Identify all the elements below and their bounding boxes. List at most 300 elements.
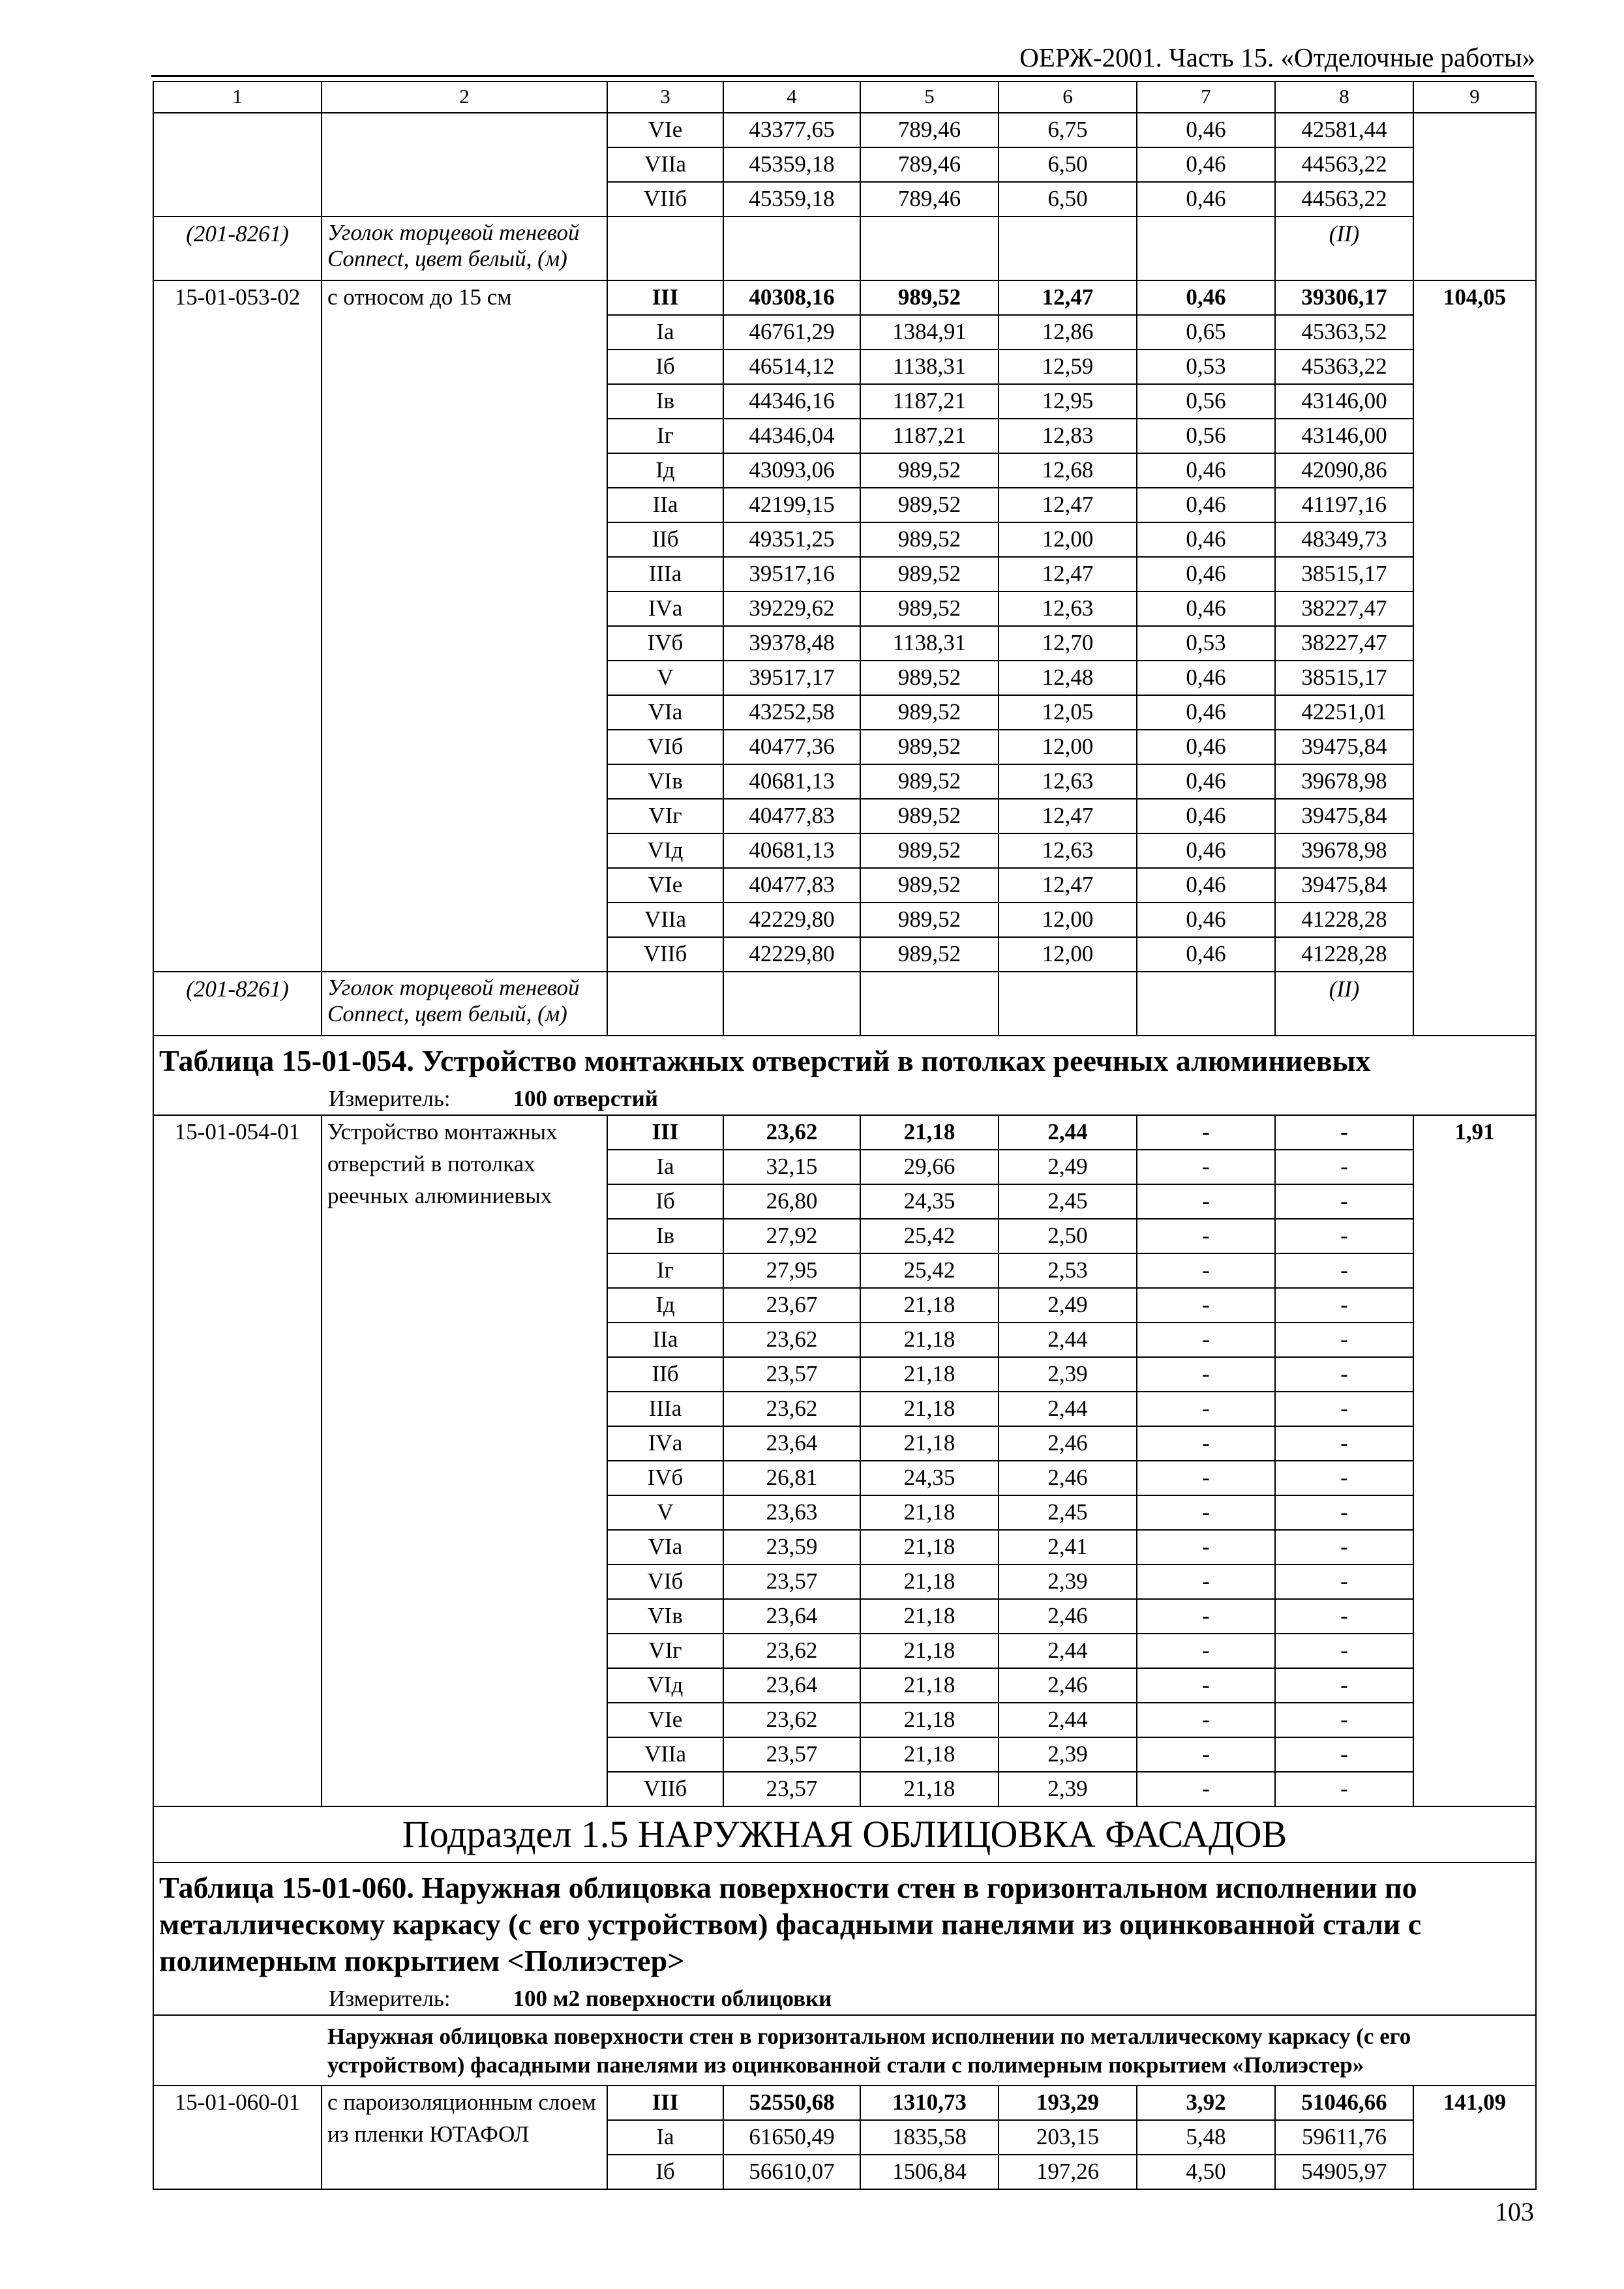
rate-value: 26,81 <box>723 1461 860 1495</box>
material-description: Уголок торцевой теневой Connect, цвет белый, (м) <box>322 972 607 1036</box>
labor-cost: 1,91 <box>1413 1115 1536 1806</box>
price-zone: III <box>607 280 723 315</box>
rate-value: 789,46 <box>860 113 999 147</box>
rate-value: 12,63 <box>999 591 1137 626</box>
group-heading-row <box>153 2015 1536 2086</box>
measure-row <box>153 1083 1536 1115</box>
rate-value: 2,41 <box>999 1530 1137 1564</box>
price-zone: VIе <box>607 1703 723 1737</box>
material-reference-row <box>153 217 1536 280</box>
rate-value: 23,64 <box>723 1599 860 1634</box>
rate-value: - <box>1137 1703 1275 1737</box>
price-zone: Iв <box>607 384 723 419</box>
rate-value: 0,56 <box>1137 419 1275 453</box>
price-zone: VIд <box>607 1668 723 1703</box>
labor-cost <box>1413 113 1536 280</box>
material-code: (201-8261) <box>153 972 322 1036</box>
price-zone: IIа <box>607 488 723 522</box>
rate-value: 39475,84 <box>1275 799 1413 833</box>
rate-value: 989,52 <box>860 903 999 937</box>
price-zone: Iа <box>607 1150 723 1184</box>
rate-value: 23,62 <box>723 1392 860 1426</box>
rate-value: 2,45 <box>999 1184 1137 1219</box>
rate-description: с пароизоляционным слоем из пленки ЮТАФОЛ <box>322 2086 607 2189</box>
rate-value: 49351,25 <box>723 522 860 557</box>
rate-value: 23,62 <box>723 1703 860 1737</box>
rate-value: 21,18 <box>860 1495 999 1530</box>
rate-value: - <box>1275 1115 1413 1150</box>
rate-value: - <box>1137 1392 1275 1426</box>
rate-value: 40681,13 <box>723 764 860 799</box>
page-number: 103 <box>1495 2197 1534 2226</box>
rate-value: 21,18 <box>860 1392 999 1426</box>
rate-value: 2,49 <box>999 1288 1137 1323</box>
rate-value: - <box>1137 1772 1275 1806</box>
rate-value: 1384,91 <box>860 315 999 350</box>
price-zone: V <box>607 1495 723 1530</box>
rate-description: с относом до 15 см <box>322 280 607 972</box>
price-zone: VIIа <box>607 903 723 937</box>
rate-value: 26,80 <box>723 1184 860 1219</box>
rate-value: 23,62 <box>723 1115 860 1150</box>
rate-value: 12,00 <box>999 937 1137 972</box>
rate-value: 0,46 <box>1137 488 1275 522</box>
labor-cost: 141,09 <box>1413 2086 1536 2189</box>
rate-value: 40477,83 <box>723 799 860 833</box>
price-zone: VIа <box>607 695 723 730</box>
rate-value: 989,52 <box>860 764 999 799</box>
rate-value: 21,18 <box>860 1668 999 1703</box>
price-zone: IVб <box>607 1461 723 1495</box>
rate-value: - <box>1275 1599 1413 1634</box>
price-zone: VIб <box>607 1564 723 1599</box>
rate-value: 1187,21 <box>860 384 999 419</box>
rate-value: 989,52 <box>860 730 999 764</box>
rate-value: 44346,16 <box>723 384 860 419</box>
column-number: 2 <box>322 82 607 113</box>
rate-code <box>153 113 322 217</box>
rate-value: - <box>1275 1495 1413 1530</box>
rate-value: 989,52 <box>860 695 999 730</box>
rate-value: - <box>1137 1150 1275 1184</box>
rate-value: 2,44 <box>999 1323 1137 1357</box>
rate-code: 15-01-060-01 <box>153 2086 322 2189</box>
column-number: 6 <box>999 82 1137 113</box>
rate-value: 0,46 <box>1137 557 1275 591</box>
rate-value: 44563,22 <box>1275 182 1413 217</box>
price-zone: IVб <box>607 626 723 661</box>
column-number: 5 <box>860 82 999 113</box>
rate-value: - <box>1275 1219 1413 1253</box>
rate-value: 42199,15 <box>723 488 860 522</box>
rate-value: - <box>1137 1737 1275 1772</box>
group-heading: Наружная облицовка поверхности стен в горизонтальном исполнении по металлическому каркасу (с его устройством) фасадными панелями из оцинкованной стали с полимерным покрытием «Полиэстер» <box>327 2024 1411 2078</box>
price-zone: IIб <box>607 1357 723 1392</box>
price-zone: VIг <box>607 1634 723 1668</box>
price-zone: IVа <box>607 1426 723 1461</box>
rate-value: 21,18 <box>860 1703 999 1737</box>
header-rule <box>151 75 1534 77</box>
rate-value: 39378,48 <box>723 626 860 661</box>
rate-value: - <box>1137 1461 1275 1495</box>
rate-value: 23,59 <box>723 1530 860 1564</box>
rate-value: 3,92 <box>1137 2086 1275 2120</box>
price-zone: Iб <box>607 1184 723 1219</box>
table-title-text: Таблица 15-01-054. Устройство монтажных отверстий в потолках реечных алюминиевых <box>153 1036 1536 1083</box>
rate-value: 39678,98 <box>1275 764 1413 799</box>
rate-value: - <box>1137 1426 1275 1461</box>
price-zone: Iв <box>607 1219 723 1253</box>
rate-value: 12,83 <box>999 419 1137 453</box>
rate-value: 23,57 <box>723 1357 860 1392</box>
rate-value: 43377,65 <box>723 113 860 147</box>
column-number: 4 <box>723 82 860 113</box>
rate-value: 989,52 <box>860 280 999 315</box>
rate-value: 21,18 <box>860 1115 999 1150</box>
empty-cell <box>1137 217 1275 280</box>
price-zone: V <box>607 661 723 695</box>
measure-cell <box>153 1083 1536 1115</box>
rate-value: 39229,62 <box>723 591 860 626</box>
price-zone: III <box>607 1115 723 1150</box>
material-class: (II) <box>1275 972 1413 1036</box>
rate-value: 42251,01 <box>1275 695 1413 730</box>
price-zone: IIа <box>607 1323 723 1357</box>
rate-value: 43093,06 <box>723 453 860 488</box>
rate-value: 44563,22 <box>1275 147 1413 182</box>
rate-value: 38227,47 <box>1275 626 1413 661</box>
rate-value: 12,48 <box>999 661 1137 695</box>
labor-cost: 104,05 <box>1413 280 1536 1036</box>
rate-value: 21,18 <box>860 1772 999 1806</box>
price-zone: Iб <box>607 350 723 384</box>
rate-value: 12,00 <box>999 522 1137 557</box>
rate-value: 21,18 <box>860 1599 999 1634</box>
rate-value: 989,52 <box>860 522 999 557</box>
rate-value: 52550,68 <box>723 2086 860 2120</box>
rate-value: 989,52 <box>860 833 999 868</box>
rate-value: 2,39 <box>999 1564 1137 1599</box>
rate-value: 23,57 <box>723 1772 860 1806</box>
rate-value: 12,59 <box>999 350 1137 384</box>
rate-value: 203,15 <box>999 2120 1137 2155</box>
rate-value: 2,39 <box>999 1737 1137 1772</box>
rate-value: 23,63 <box>723 1495 860 1530</box>
rate-value: 2,39 <box>999 1772 1137 1806</box>
column-number: 8 <box>1275 82 1413 113</box>
price-zone: VIIб <box>607 182 723 217</box>
rate-value: 21,18 <box>860 1634 999 1668</box>
price-zone: IIб <box>607 522 723 557</box>
rate-value: 61650,49 <box>723 2120 860 2155</box>
rate-code: 15-01-053-02 <box>153 280 322 972</box>
rate-value: 193,29 <box>999 2086 1137 2120</box>
rate-value: 48349,73 <box>1275 522 1413 557</box>
subsection-title <box>153 1806 1536 1863</box>
rate-value: 51046,66 <box>1275 2086 1413 2120</box>
rate-value: - <box>1137 1530 1275 1564</box>
rate-value: 2,53 <box>999 1253 1137 1288</box>
rate-value: 21,18 <box>860 1564 999 1599</box>
rate-value: 5,48 <box>1137 2120 1275 2155</box>
price-zone: Iб <box>607 2155 723 2189</box>
rate-value: - <box>1137 1357 1275 1392</box>
rate-value: 21,18 <box>860 1288 999 1323</box>
rate-value: 0,46 <box>1137 113 1275 147</box>
price-zone: Iг <box>607 419 723 453</box>
rate-value: 6,75 <box>999 113 1137 147</box>
price-zone: VIIб <box>607 937 723 972</box>
price-zone: VIе <box>607 113 723 147</box>
rate-value: 42581,44 <box>1275 113 1413 147</box>
rate-value: 0,46 <box>1137 903 1275 937</box>
rate-value: 0,46 <box>1137 147 1275 182</box>
rate-value: - <box>1137 1323 1275 1357</box>
rate-value: - <box>1275 1357 1413 1392</box>
rate-value: 40477,36 <box>723 730 860 764</box>
rate-value: 789,46 <box>860 182 999 217</box>
rate-value: - <box>1275 1323 1413 1357</box>
price-zone: Iг <box>607 1253 723 1288</box>
rate-value: 25,42 <box>860 1219 999 1253</box>
rate-value: 197,26 <box>999 2155 1137 2189</box>
rate-value: 43146,00 <box>1275 384 1413 419</box>
rate-value: 0,56 <box>1137 384 1275 419</box>
rate-value: - <box>1137 1668 1275 1703</box>
rate-value: 21,18 <box>860 1323 999 1357</box>
rate-value: - <box>1137 1115 1275 1150</box>
rate-value: - <box>1275 1668 1413 1703</box>
price-zone: Iд <box>607 453 723 488</box>
rate-value: 1835,58 <box>860 2120 999 2155</box>
rate-value: 56610,07 <box>723 2155 860 2189</box>
measure-row <box>153 1983 1536 2015</box>
price-zone: VIа <box>607 1530 723 1564</box>
rate-value: 0,46 <box>1137 661 1275 695</box>
rate-value: 38515,17 <box>1275 557 1413 591</box>
measure-value: 100 м2 поверхности облицовки <box>513 1986 832 2011</box>
rate-value: 23,57 <box>723 1737 860 1772</box>
price-zone: IVа <box>607 591 723 626</box>
subsection-title-text: Подраздел 1.5 НАРУЖНАЯ ОБЛИЦОВКА ФАСАДОВ <box>153 1806 1536 1863</box>
group-heading-cell <box>153 2015 1536 2086</box>
rate-value: 2,44 <box>999 1703 1137 1737</box>
rate-value: 2,46 <box>999 1599 1137 1634</box>
rate-value: 6,50 <box>999 147 1137 182</box>
price-zone: Iд <box>607 1288 723 1323</box>
rate-value: 21,18 <box>860 1530 999 1564</box>
price-zone: VIIа <box>607 147 723 182</box>
rate-value: 44346,04 <box>723 419 860 453</box>
rate-value: 43252,58 <box>723 695 860 730</box>
rate-value: 40681,13 <box>723 833 860 868</box>
rate-value: 0,46 <box>1137 522 1275 557</box>
rate-value: 12,68 <box>999 453 1137 488</box>
rate-value: 1187,21 <box>860 419 999 453</box>
price-zone: VIг <box>607 799 723 833</box>
price-zone: VIб <box>607 730 723 764</box>
rate-value: - <box>1275 1392 1413 1426</box>
rate-value: 23,57 <box>723 1564 860 1599</box>
rate-value: 12,47 <box>999 868 1137 903</box>
rate-value: 32,15 <box>723 1150 860 1184</box>
rate-value: 12,47 <box>999 557 1137 591</box>
rate-value: - <box>1137 1599 1275 1634</box>
price-zone: VIIб <box>607 1772 723 1806</box>
rate-value: - <box>1275 1634 1413 1668</box>
rate-value: 41228,28 <box>1275 937 1413 972</box>
rate-value: - <box>1137 1253 1275 1288</box>
rate-value: 0,46 <box>1137 182 1275 217</box>
measure-label: Измеритель: <box>329 1986 451 2011</box>
rate-value: - <box>1275 1737 1413 1772</box>
material-description: Уголок торцевой теневой Connect, цвет белый, (м) <box>322 217 607 280</box>
rate-value: 0,46 <box>1137 764 1275 799</box>
rate-value: 12,86 <box>999 315 1137 350</box>
price-zone: Iа <box>607 2120 723 2155</box>
rate-value: 12,00 <box>999 903 1137 937</box>
rate-value: 2,46 <box>999 1426 1137 1461</box>
rate-value: 23,62 <box>723 1323 860 1357</box>
rate-value: 39678,98 <box>1275 833 1413 868</box>
empty-cell <box>723 217 860 280</box>
rate-value: 2,46 <box>999 1461 1137 1495</box>
table-row <box>153 113 1536 147</box>
rate-value: 12,63 <box>999 833 1137 868</box>
empty-cell <box>999 972 1137 1036</box>
rate-value: 12,05 <box>999 695 1137 730</box>
rate-value: 2,46 <box>999 1668 1137 1703</box>
rate-value: 29,66 <box>860 1150 999 1184</box>
rate-value: 989,52 <box>860 488 999 522</box>
empty-cell <box>860 217 999 280</box>
empty-cell <box>607 972 723 1036</box>
rate-value: 45359,18 <box>723 182 860 217</box>
empty-cell <box>607 217 723 280</box>
rate-value: 21,18 <box>860 1426 999 1461</box>
rate-value: 0,46 <box>1137 730 1275 764</box>
rate-value: - <box>1137 1564 1275 1599</box>
price-zone: VIв <box>607 764 723 799</box>
rate-value: 4,50 <box>1137 2155 1275 2189</box>
rate-value: 12,95 <box>999 384 1137 419</box>
rate-value: 789,46 <box>860 147 999 182</box>
rate-value: - <box>1275 1564 1413 1599</box>
price-zone: VIе <box>607 868 723 903</box>
rate-value: 24,35 <box>860 1184 999 1219</box>
rate-code: 15-01-054-01 <box>153 1115 322 1806</box>
rate-value: 12,47 <box>999 799 1137 833</box>
rate-value: 40308,16 <box>723 280 860 315</box>
price-zone: III <box>607 2086 723 2120</box>
rate-value: 0,46 <box>1137 799 1275 833</box>
rate-value: 42229,80 <box>723 937 860 972</box>
rate-value: 23,64 <box>723 1668 860 1703</box>
rate-value: 12,63 <box>999 764 1137 799</box>
rate-value: 39475,84 <box>1275 730 1413 764</box>
rate-value: 45363,52 <box>1275 315 1413 350</box>
rate-value: 0,53 <box>1137 626 1275 661</box>
rate-value: 27,92 <box>723 1219 860 1253</box>
price-zone: IIIа <box>607 557 723 591</box>
running-header: ОЕРЖ-2001. Часть 15. «Отделочные работы» <box>1019 42 1535 72</box>
rate-value: 989,52 <box>860 937 999 972</box>
column-number-row <box>153 82 1536 113</box>
rate-value: 24,35 <box>860 1461 999 1495</box>
rate-value: 46761,29 <box>723 315 860 350</box>
rate-value: 2,39 <box>999 1357 1137 1392</box>
rate-value: 0,46 <box>1137 937 1275 972</box>
rate-value: 59611,76 <box>1275 2120 1413 2155</box>
table-title <box>153 1863 1536 1983</box>
price-zone: Iа <box>607 315 723 350</box>
empty-cell <box>860 972 999 1036</box>
rate-value: 1310,73 <box>860 2086 999 2120</box>
rate-value: 989,52 <box>860 591 999 626</box>
empty-cell <box>723 972 860 1036</box>
rate-value: - <box>1275 1253 1413 1288</box>
rate-value: - <box>1137 1219 1275 1253</box>
rate-value: 39475,84 <box>1275 868 1413 903</box>
rate-value: 23,62 <box>723 1634 860 1668</box>
price-zone: VIд <box>607 833 723 868</box>
rates-table <box>153 81 1537 2190</box>
rate-value: 989,52 <box>860 868 999 903</box>
material-class: (II) <box>1275 217 1413 280</box>
measure-cell <box>153 1983 1536 2015</box>
rate-value: 39517,17 <box>723 661 860 695</box>
rate-value: 21,18 <box>860 1357 999 1392</box>
rate-value: 43146,00 <box>1275 419 1413 453</box>
rate-value: 989,52 <box>860 799 999 833</box>
rate-value: 38227,47 <box>1275 591 1413 626</box>
material-reference-row <box>153 972 1536 1036</box>
column-number: 3 <box>607 82 723 113</box>
rate-value: 12,70 <box>999 626 1137 661</box>
measure-value: 100 отверстий <box>513 1086 658 1111</box>
rate-value: 2,50 <box>999 1219 1137 1253</box>
rate-value: 1138,31 <box>860 626 999 661</box>
table-title <box>153 1036 1536 1083</box>
column-number: 1 <box>153 82 322 113</box>
price-zone: VIIа <box>607 1737 723 1772</box>
rate-value: 12,47 <box>999 280 1137 315</box>
rate-value: 0,46 <box>1137 833 1275 868</box>
rate-value: 12,47 <box>999 488 1137 522</box>
table-row <box>153 1115 1536 1150</box>
rate-value: 0,46 <box>1137 453 1275 488</box>
rate-value: 2,44 <box>999 1392 1137 1426</box>
table-row <box>153 2086 1536 2120</box>
rate-value: 12,00 <box>999 730 1137 764</box>
rate-value: 2,44 <box>999 1115 1137 1150</box>
rate-value: 0,46 <box>1137 868 1275 903</box>
rate-value: - <box>1275 1530 1413 1564</box>
rate-value: 27,95 <box>723 1253 860 1288</box>
rate-value: - <box>1275 1184 1413 1219</box>
material-code: (201-8261) <box>153 217 322 280</box>
empty-cell <box>999 217 1137 280</box>
rate-value: 6,50 <box>999 182 1137 217</box>
rate-value: 40477,83 <box>723 868 860 903</box>
rate-value: 39517,16 <box>723 557 860 591</box>
rate-value: 0,46 <box>1137 280 1275 315</box>
rate-value: 989,52 <box>860 661 999 695</box>
rate-value: 23,64 <box>723 1426 860 1461</box>
rate-value: 42090,86 <box>1275 453 1413 488</box>
rate-value: 2,45 <box>999 1495 1137 1530</box>
table-row <box>153 280 1536 315</box>
